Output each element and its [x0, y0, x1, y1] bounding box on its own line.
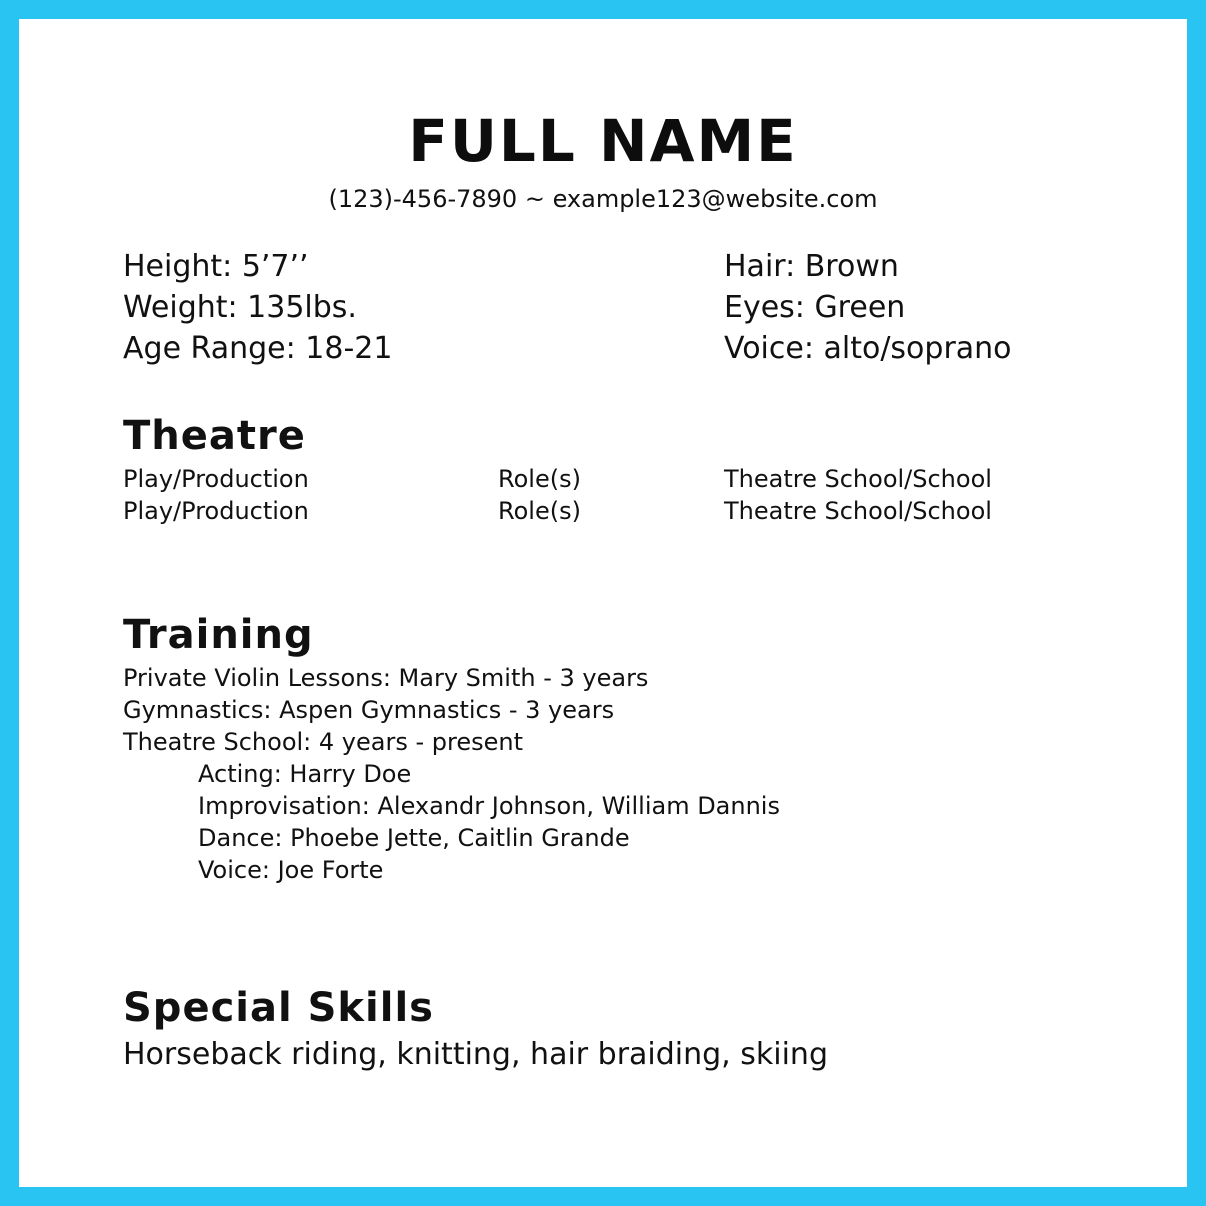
theatre-row-1-role: Role(s) [498, 465, 581, 493]
training-section-title: Training [123, 612, 314, 658]
training-item-theatre-school: Theatre School: 4 years - present [123, 728, 523, 756]
training-sub-dance: Dance: Phoebe Jette, Caitlin Grande [198, 824, 630, 852]
stat-age-range: Age Range: 18-21 [123, 331, 393, 366]
stat-voice: Voice: alto/soprano [724, 331, 1012, 366]
training-item-gymnastics: Gymnastics: Aspen Gymnastics - 3 years [123, 696, 615, 724]
theatre-row-2-role: Role(s) [498, 497, 581, 525]
training-sub-improvisation: Improvisation: Alexandr Johnson, William Dannis [198, 792, 780, 820]
special-skills-section-title: Special Skills [123, 985, 434, 1031]
training-sub-voice: Voice: Joe Forte [198, 856, 384, 884]
theatre-row-1-production: Play/Production [123, 465, 309, 493]
stat-height: Height: 5’7’’ [123, 249, 309, 284]
theatre-section-title: Theatre [123, 413, 306, 459]
full-name-heading: FULL NAME [408, 107, 798, 175]
stat-weight: Weight: 135lbs. [123, 290, 357, 325]
theatre-row-1-school: Theatre School/School [724, 465, 992, 493]
theatre-row-2-school: Theatre School/School [724, 497, 992, 525]
training-sub-acting: Acting: Harry Doe [198, 760, 412, 788]
stat-hair: Hair: Brown [724, 249, 899, 284]
training-item-violin: Private Violin Lessons: Mary Smith - 3 years [123, 664, 649, 692]
special-skills-text: Horseback riding, knitting, hair braiding, skiing [123, 1037, 828, 1072]
theatre-row-2-production: Play/Production [123, 497, 309, 525]
contact-line: (123)-456-7890 ~ example123@website.com [328, 185, 878, 213]
stat-eyes: Eyes: Green [724, 290, 906, 325]
